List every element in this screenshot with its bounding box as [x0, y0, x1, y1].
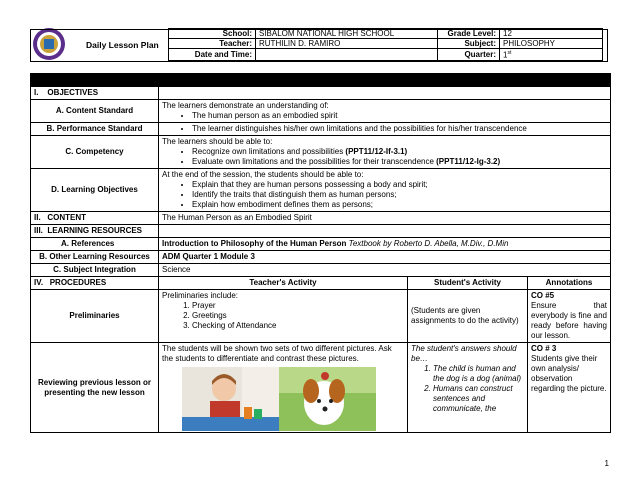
content-standard-row: [31, 100, 611, 123]
subject-label: Subject:: [438, 39, 500, 49]
teacher-activity-header: Teacher's Activity: [159, 277, 408, 290]
preliminaries-label: Preliminaries: [31, 290, 159, 343]
other-resources-label: B. Other Learning Resources: [31, 251, 159, 264]
learning-objectives-label: D. Learning Objectives: [31, 169, 159, 212]
reviewing-row: [31, 343, 611, 433]
content-value: The Human Person as an Embodied Spirit: [159, 212, 611, 225]
dog-photo: [279, 367, 376, 431]
objectives-row: [31, 87, 611, 100]
reviewing-annotation: CO # 3 Students give their own analysis/ observation regarding the picture.: [528, 343, 611, 433]
content-standard-value: The learners demonstrate an understanding of: • The human person as an embodied spirit: [159, 100, 611, 123]
subject-value: PHILOSOPHY: [500, 39, 603, 49]
learning-objectives-row: [31, 169, 611, 212]
preliminaries-teacher: Preliminaries include: 1. Prayer 2. Greetings 3. Checking of Attendance: [159, 290, 408, 343]
other-resources-row: [31, 251, 611, 264]
grade-value: 12: [500, 29, 603, 39]
school-label: School:: [169, 29, 256, 39]
content-row: [31, 212, 611, 225]
procedures-heading: IV. PROCEDURES: [31, 277, 159, 290]
procedures-header-row: [31, 277, 611, 290]
performance-standard-label: B. Performance Standard: [31, 123, 159, 136]
reviewing-teacher: The students will be shown two sets of two different pictures. Ask the students to differentiate and contrast these pictures.: [159, 343, 408, 433]
preliminaries-student: (Students are given assignments to do the activity): [408, 290, 528, 343]
grade-label: Grade Level:: [438, 29, 500, 39]
references-label: A. References: [31, 238, 159, 251]
reviewing-student: The student's answers should be… 1. The child is human and the dog is a dog (animal) 2. Humans can construct sentences and communicate, the: [408, 343, 528, 433]
integration-value: Science: [159, 264, 611, 277]
integration-row: [31, 264, 611, 277]
school-value: SIBALOM NATIONAL HIGH SCHOOL: [256, 29, 438, 39]
content-standard-label: A. Content Standard: [31, 100, 159, 123]
reviewing-label: Reviewing previous lesson or presenting the new lesson: [31, 343, 159, 433]
teacher-label: Teacher:: [169, 39, 256, 49]
quarter-label: Quarter:: [438, 49, 500, 61]
document-title: Daily Lesson Plan: [86, 40, 159, 50]
black-bar: [31, 74, 611, 87]
learning-objectives-value: At the end of the session, the students should be able to: • Explain that they are human persons possessing a body and spirit; • Identify the traits that distinguish them as human persons; • Explain how embodiment defines them as persons;: [159, 169, 611, 212]
quarter-value: 1st: [500, 49, 603, 61]
date-value: [256, 49, 438, 61]
resources-heading: III. LEARNING RESOURCES: [31, 225, 159, 238]
preliminaries-row: [31, 290, 611, 343]
competency-row: [31, 136, 611, 169]
performance-standard-row: [31, 123, 611, 136]
content-heading: II. CONTENT: [31, 212, 159, 225]
references-row: [31, 238, 611, 251]
preliminaries-annotation: CO #5 Ensure that everybody is fine and ready before having our lesson.: [528, 290, 611, 343]
resources-row: [31, 225, 611, 238]
competency-label: C. Competency: [31, 136, 159, 169]
lesson-plan-table: [30, 73, 611, 433]
deped-seal-logo: [32, 27, 66, 61]
competency-value: The learners should be able to: • Recognize own limitations and possibilities (PPT11/12-If-3.1) • Evaluate own limitations and the possibilities for their transcendence (PPT11/12-Ig-3.2): [159, 136, 611, 169]
header-table: [168, 28, 603, 61]
performance-standard-value: • The learner distinguishes his/her own limitations and the possibilities for his/her transcendence: [159, 123, 611, 136]
annotations-header: Annotations: [528, 277, 611, 290]
other-resources-value: ADM Quarter 1 Module 3: [159, 251, 611, 264]
integration-label: C. Subject Integration: [31, 264, 159, 277]
objectives-heading: I. OBJECTIVES: [31, 87, 159, 100]
student-activity-header: Student's Activity: [408, 277, 528, 290]
child-photo: [182, 367, 279, 431]
page-number: 1: [604, 459, 609, 468]
references-value: Introduction to Philosophy of the Human Person Textbook by Roberto D. Abella, M.Div., D.Min: [159, 238, 611, 251]
teacher-value: RUTHILIN D. RAMIRO: [256, 39, 438, 49]
date-label: Date and Time:: [169, 49, 256, 61]
